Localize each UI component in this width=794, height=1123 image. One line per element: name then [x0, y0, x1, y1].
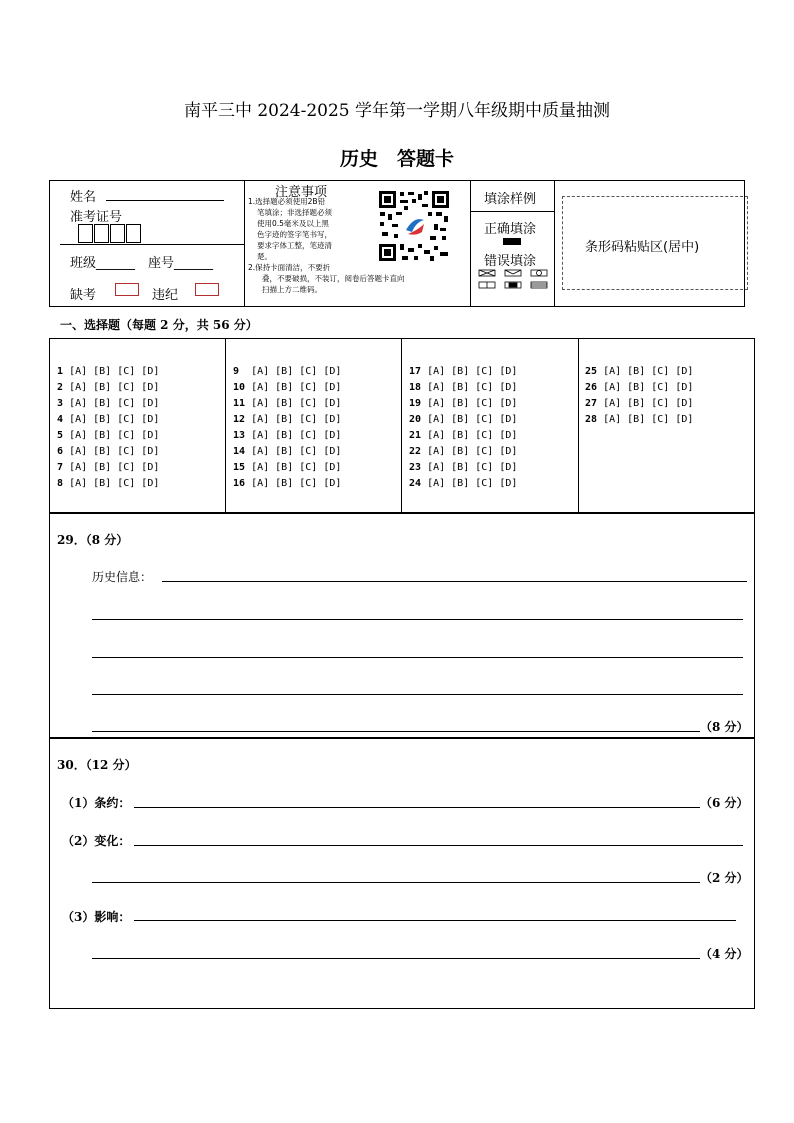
mcq-row[interactable] — [57, 444, 159, 460]
answer-options[interactable]: [A] [B] [C] [D] — [427, 462, 518, 473]
question-number: 1 — [57, 366, 64, 377]
mcq-row[interactable] — [233, 380, 341, 396]
divider — [470, 211, 554, 212]
question-number: 27 — [585, 398, 598, 409]
points-label: （4 分） — [700, 947, 749, 961]
answer-line[interactable] — [92, 619, 743, 620]
mcq-column-4 — [585, 364, 693, 428]
mcq-row[interactable] — [409, 364, 517, 380]
notes-line: 叠，不要破损，不装订，阅卷后答题卡直向 — [262, 274, 405, 283]
name-field[interactable] — [106, 200, 224, 201]
part-2-label: （2）变化： — [62, 834, 131, 848]
class-label[interactable]: 班级______ — [70, 256, 136, 271]
mcq-row[interactable] — [57, 396, 159, 412]
seat-label[interactable]: 座号______ — [148, 256, 214, 271]
answer-options[interactable]: [A] [B] [C] [D] — [603, 366, 694, 377]
mcq-row[interactable] — [585, 412, 693, 428]
question-30-heading: 30．（12 分） — [57, 758, 137, 772]
mcq-row[interactable] — [409, 380, 517, 396]
exam-id-box[interactable] — [78, 224, 93, 243]
question-30-box — [49, 738, 755, 1009]
question-number: 18 — [409, 382, 422, 393]
mcq-row[interactable] — [57, 412, 159, 428]
answer-options[interactable]: [A] [B] [C] [D] — [251, 398, 342, 409]
question-number: 25 — [585, 366, 598, 377]
question-number: 26 — [585, 382, 598, 393]
mcq-row[interactable] — [585, 396, 693, 412]
notes-heading: 注意事项 — [275, 185, 328, 200]
answer-line[interactable] — [134, 920, 736, 921]
answer-options[interactable]: [A] [B] [C] [D] — [251, 446, 342, 457]
question-number: 2 — [57, 382, 64, 393]
notes-text — [248, 196, 366, 273]
answer-line[interactable] — [134, 807, 700, 808]
points-label: （8 分） — [700, 720, 749, 734]
answer-line[interactable] — [92, 882, 700, 883]
answer-options[interactable]: [A] [B] [C] [D] — [427, 382, 518, 393]
question-number: 17 — [409, 366, 422, 377]
answer-options[interactable]: [A] [B] [C] [D] — [251, 382, 342, 393]
notes-line: 扫描上方二维码。 — [262, 285, 322, 294]
question-number: 13 — [233, 430, 246, 441]
answer-options[interactable]: [A] [B] [C] [D] — [251, 462, 342, 473]
mcq-row[interactable] — [233, 364, 341, 380]
answer-options[interactable]: [A] [B] [C] [D] — [251, 430, 342, 441]
question-number: 7 — [57, 462, 64, 473]
answer-options[interactable]: [A] [B] [C] [D] — [427, 446, 518, 457]
question-number: 16 — [233, 478, 246, 489]
correct-fill-sample — [503, 238, 521, 245]
answer-options[interactable]: [A] [B] [C] [D] — [427, 430, 518, 441]
divider — [470, 180, 471, 307]
question-number: 24 — [409, 478, 422, 489]
mcq-row[interactable] — [57, 476, 159, 492]
answer-options[interactable]: [A] [B] [C] [D] — [427, 414, 518, 425]
mcq-row[interactable] — [233, 396, 341, 412]
name-label: 姓名 — [70, 190, 97, 205]
mcq-row[interactable] — [585, 364, 693, 380]
mcq-row[interactable] — [409, 444, 517, 460]
part-3-label: （3）影响： — [62, 910, 131, 924]
question-number: 5 — [57, 430, 64, 441]
mcq-row[interactable] — [57, 380, 159, 396]
answer-options[interactable]: [A] [B] [C] [D] — [69, 382, 160, 393]
answer-options[interactable]: [A] [B] [C] [D] — [603, 414, 694, 425]
question-number: 22 — [409, 446, 422, 457]
mcq-row[interactable] — [57, 428, 159, 444]
question-number: 4 — [57, 414, 64, 425]
mcq-row[interactable] — [233, 476, 341, 492]
divider — [60, 244, 244, 245]
absent-label: 缺考 — [70, 288, 97, 303]
notes-line: 2.保持卡面清洁，不要折 — [248, 263, 331, 272]
notes-line: 要求字体工整，笔迹清 — [257, 241, 332, 250]
answer-options[interactable]: [A] [B] [C] [D] — [603, 398, 694, 409]
exam-id-box[interactable] — [94, 224, 109, 243]
divider — [578, 338, 579, 513]
answer-options[interactable]: [A] [B] [C] [D] — [603, 382, 694, 393]
divider — [401, 338, 402, 513]
exam-id-box[interactable] — [110, 224, 125, 243]
question-number: 11 — [233, 398, 246, 409]
answer-options[interactable]: [A] [B] [C] [D] — [69, 430, 160, 441]
mcq-row[interactable] — [233, 412, 341, 428]
notes-line: 色字迹的签字笔书写， — [257, 230, 332, 239]
notes-line: 楚。 — [257, 252, 272, 261]
question-number: 6 — [57, 446, 64, 457]
answer-options[interactable]: [A] [B] [C] [D] — [69, 366, 160, 377]
question-number: 10 — [233, 382, 246, 393]
mcq-row[interactable] — [409, 412, 517, 428]
mcq-row[interactable] — [233, 428, 341, 444]
answer-options[interactable]: [A] [B] [C] [D] — [69, 446, 160, 457]
question-29-heading: 29．（8 分） — [57, 533, 129, 547]
question-number: 21 — [409, 430, 422, 441]
mcq-column-1 — [57, 364, 159, 492]
question-number: 19 — [409, 398, 422, 409]
mcq-row[interactable] — [233, 444, 341, 460]
question-number: 9 — [233, 366, 240, 377]
mcq-row[interactable] — [233, 460, 341, 476]
answer-options[interactable]: [A] [B] [C] [D] — [251, 478, 342, 489]
mcq-column-2 — [233, 364, 341, 492]
barcode-label: 条形码粘贴区(居中) — [585, 240, 700, 255]
fill-sample-heading: 填涂样例 — [484, 192, 537, 207]
question-number: 20 — [409, 414, 422, 425]
question-number: 12 — [233, 414, 246, 425]
question-number: 15 — [233, 462, 246, 473]
page-subtitle: 历史 答题卡 — [339, 148, 454, 170]
wrong-fill-samples-icon — [478, 268, 550, 292]
mcq-column-3 — [409, 364, 517, 492]
question-29-box — [49, 513, 755, 738]
answer-line[interactable] — [92, 958, 700, 959]
mcq-row[interactable] — [585, 380, 693, 396]
wrong-fill-label: 错误填涂 — [484, 254, 537, 269]
mcq-row[interactable] — [57, 460, 159, 476]
answer-options[interactable]: [A] [B] [C] [D] — [69, 398, 160, 409]
answer-line[interactable] — [92, 694, 743, 695]
answer-options[interactable]: [A] [B] [C] [D] — [251, 414, 342, 425]
answer-options[interactable]: [A] [B] [C] [D] — [427, 366, 518, 377]
question-number: 3 — [57, 398, 64, 409]
page-title: 南平三中 2024-2025 学年第一学期八年级期中质量抽测 — [183, 101, 611, 121]
mcq-row[interactable] — [409, 396, 517, 412]
notes-line: 笔填涂；非选择题必须 — [257, 208, 332, 217]
question-number: 8 — [57, 478, 64, 489]
mcq-row[interactable] — [57, 364, 159, 380]
mcq-row[interactable] — [409, 428, 517, 444]
answer-options[interactable]: [A] [B] [C] [D] — [427, 398, 518, 409]
exam-id-label: 准考证号 — [70, 210, 123, 225]
violation-checkbox[interactable] — [195, 283, 219, 296]
section-heading: 一、选择题（每题 2 分，共 56 分） — [60, 318, 258, 332]
answer-line[interactable] — [162, 581, 747, 582]
points-label: （2 分） — [700, 871, 749, 885]
divider — [225, 338, 226, 513]
qr-code-icon — [378, 190, 450, 262]
question-number: 14 — [233, 446, 246, 457]
exam-id-box[interactable] — [126, 224, 141, 243]
notes-line: 1.选择题必须使用2B铅 — [248, 197, 326, 206]
divider — [244, 180, 245, 307]
history-info-label: 历史信息： — [92, 570, 153, 584]
mcq-row[interactable] — [409, 476, 517, 492]
mcq-row[interactable] — [409, 460, 517, 476]
correct-fill-label: 正确填涂 — [484, 222, 537, 237]
answer-options[interactable]: [A] [B] [C] [D] — [69, 478, 160, 489]
answer-line[interactable] — [92, 657, 743, 658]
question-number: 28 — [585, 414, 598, 425]
answer-line[interactable] — [92, 731, 700, 732]
notes-line: 使用0.5毫米及以上黑 — [257, 219, 329, 228]
question-number: 23 — [409, 462, 422, 473]
divider — [554, 180, 555, 307]
answer-line[interactable] — [134, 845, 743, 846]
answer-options[interactable]: [A] [B] [C] [D] — [69, 414, 160, 425]
answer-options[interactable]: [A] [B] [C] [D] — [69, 462, 160, 473]
answer-options[interactable]: [A] [B] [C] [D] — [427, 478, 518, 489]
part-1-label: （1）条约： — [62, 796, 131, 810]
answer-options[interactable]: [A] [B] [C] [D] — [251, 366, 342, 377]
violation-label: 违纪 — [152, 288, 179, 303]
points-label: （6 分） — [700, 796, 749, 810]
absent-checkbox[interactable] — [115, 283, 139, 296]
